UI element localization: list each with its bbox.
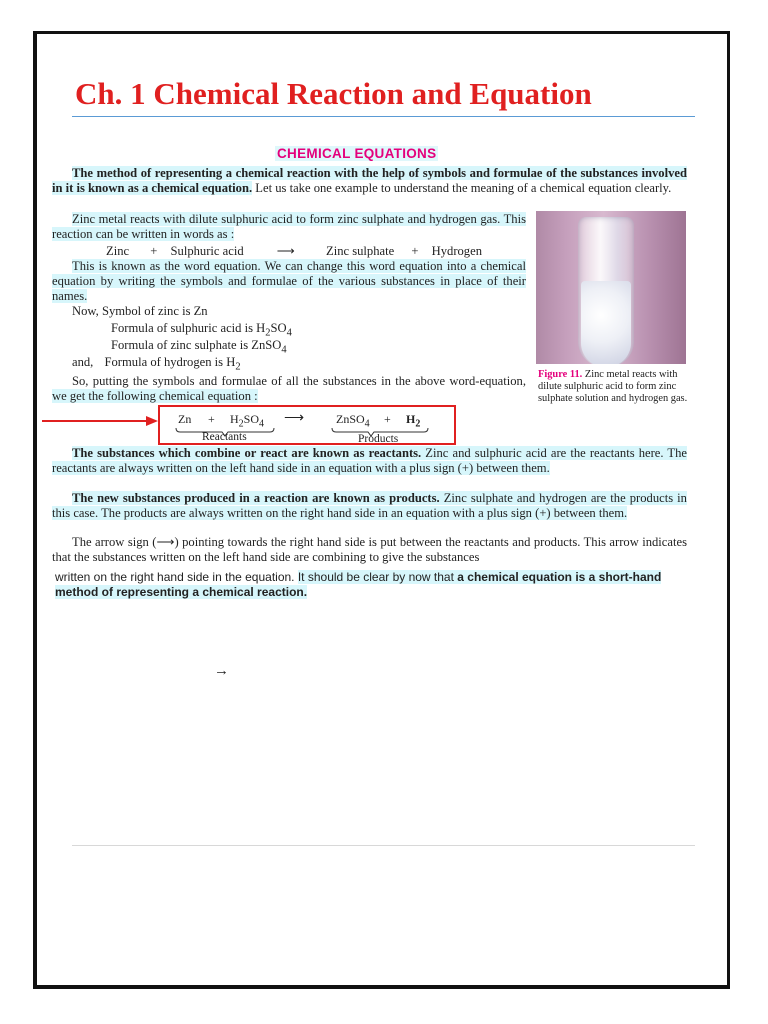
eq-h: H	[406, 412, 416, 426]
products-bold: The new substances produced in a reaction are known as products.	[72, 491, 440, 505]
word-eq-plus: +	[150, 244, 158, 258]
products-rest: Zinc sulphate and hydrogen are the products in this case. The products are always written on the right hand side in an equation with a plus sign (+) between them.	[52, 491, 687, 521]
formula-hydrogen	[72, 355, 241, 373]
stray-arrow-symbol: →	[214, 663, 229, 679]
paragraph-word-equation	[52, 259, 526, 305]
paragraph-arrow-sign	[52, 535, 687, 565]
formula-zinc	[72, 304, 208, 319]
paragraph-reactants	[52, 446, 687, 476]
formula-acid-text: Formula of sulphuric acid is H	[111, 321, 266, 335]
eq-product: ZnSO	[336, 412, 365, 426]
figure-caption	[538, 369, 690, 406]
formula-acid-mid: SO	[270, 321, 287, 335]
word-eq-plus-2: +	[411, 244, 419, 258]
paragraph-zinc-reaction	[52, 212, 526, 242]
word-eq-sulphate: Zinc sulphate	[326, 244, 395, 258]
formula-sulphuric-acid	[111, 321, 292, 339]
word-eq-zinc: Zinc	[106, 244, 130, 258]
reactants-bold: The substances which combine or react are known as reactants.	[72, 446, 422, 460]
eq-arrow: ⟶	[284, 411, 305, 426]
definition-rest: Let us take one example to understand the meaning of a chemical equation clearly.	[252, 181, 672, 196]
word-equation-text: This is known as the word equation. We can change this word equation into a chemical equation by writing the symbols and formulae of the various substances in place of their names.	[52, 259, 526, 304]
formula-zinc-text: Now, Symbol of zinc is Zn	[72, 304, 208, 318]
formula-acid-sub1: 2	[265, 327, 271, 339]
paragraph-conclusion	[55, 570, 675, 601]
arrow-sign-rest: ) pointing towards the right hand side is put between the reactants and products. This arrow indicates that the substances written on the left hand side are combining to give the substances	[52, 535, 687, 565]
title-underline	[72, 116, 695, 117]
reactants-label: Reactants	[202, 431, 247, 443]
eq-plus-2: +	[384, 412, 391, 426]
eq-acid-h: H	[230, 412, 239, 426]
figure-caption-text: Zinc metal reacts with dilute sulphuric acid to form zinc sulphate solution and hydrogen gas.	[538, 369, 688, 405]
formula-zinc-sulphate	[111, 338, 287, 356]
paragraph-definition	[52, 166, 687, 196]
conclusion-highlight: It should be clear by now that	[297, 570, 458, 584]
conclusion-bold: a chemical equation is a short-hand method of representing a chemical reaction.	[55, 570, 662, 600]
eq-acid-sub1: 2	[238, 418, 244, 430]
zinc-reaction-text: Zinc metal reacts with dilute sulphuric acid to form zinc sulphate and hydrogen gas. This reaction can be written in words as :	[52, 212, 526, 242]
formula-sulphate-sub: 4	[281, 344, 287, 356]
eq-plus: +	[208, 412, 215, 426]
eq-product-sub: 4	[364, 418, 370, 430]
test-tube-photo	[536, 211, 686, 364]
formula-hydrogen-sub: 2	[235, 361, 241, 373]
section-heading: CHEMICAL EQUATIONS	[277, 146, 437, 161]
arrow-sign-glyph: ⟶	[156, 535, 175, 549]
page-title: Ch. 1 Chemical Reaction and Equation	[75, 76, 592, 111]
word-eq-hydrogen: Hydrogen	[431, 244, 482, 258]
chem-intro-text: So, putting the symbols and formulae of all the substances in the above word-equation,	[72, 374, 526, 388]
arrow-sign-start: The arrow sign (	[72, 535, 157, 549]
definition-bold: The method of representing a chemical reaction with the help of symbols and formulae of the substances involved in it is known as a chemical equation.	[52, 166, 687, 196]
eq-acid-sub2: 4	[259, 418, 265, 430]
formula-hydrogen-lead: and,	[72, 355, 94, 369]
word-equation	[106, 243, 482, 259]
products-label: Products	[358, 433, 399, 445]
test-tube-liquid	[581, 281, 631, 364]
red-pointer-arrow-icon	[42, 415, 160, 427]
bottom-rule	[72, 845, 695, 846]
eq-acid-so: SO	[243, 412, 260, 426]
reactants-rest: Zinc and sulphuric acid are the reactants here. The reactants are always written on the left hand side in an equation with a plus sign (+) between them.	[52, 446, 687, 476]
eq-h-sub: 2	[415, 418, 421, 430]
conclusion-start: written on the right hand side in the equation.	[55, 570, 298, 584]
formula-sulphate-text: Formula of zinc sulphate is ZnSO	[111, 338, 282, 352]
figure-label: Figure 11.	[538, 369, 583, 380]
word-eq-arrow: ⟶	[276, 244, 295, 258]
formula-hydrogen-text: Formula of hydrogen is H	[104, 355, 236, 369]
chemical-equation-box	[158, 405, 456, 445]
eq-zn: Zn	[178, 412, 192, 426]
formula-acid-sub2: 4	[286, 327, 292, 339]
word-eq-acid: Sulphuric acid	[170, 244, 244, 258]
chem-intro-highlight: we get the following chemical equation :	[52, 389, 258, 404]
paragraph-products	[52, 491, 687, 521]
paragraph-chemical-equation-intro	[52, 374, 526, 404]
